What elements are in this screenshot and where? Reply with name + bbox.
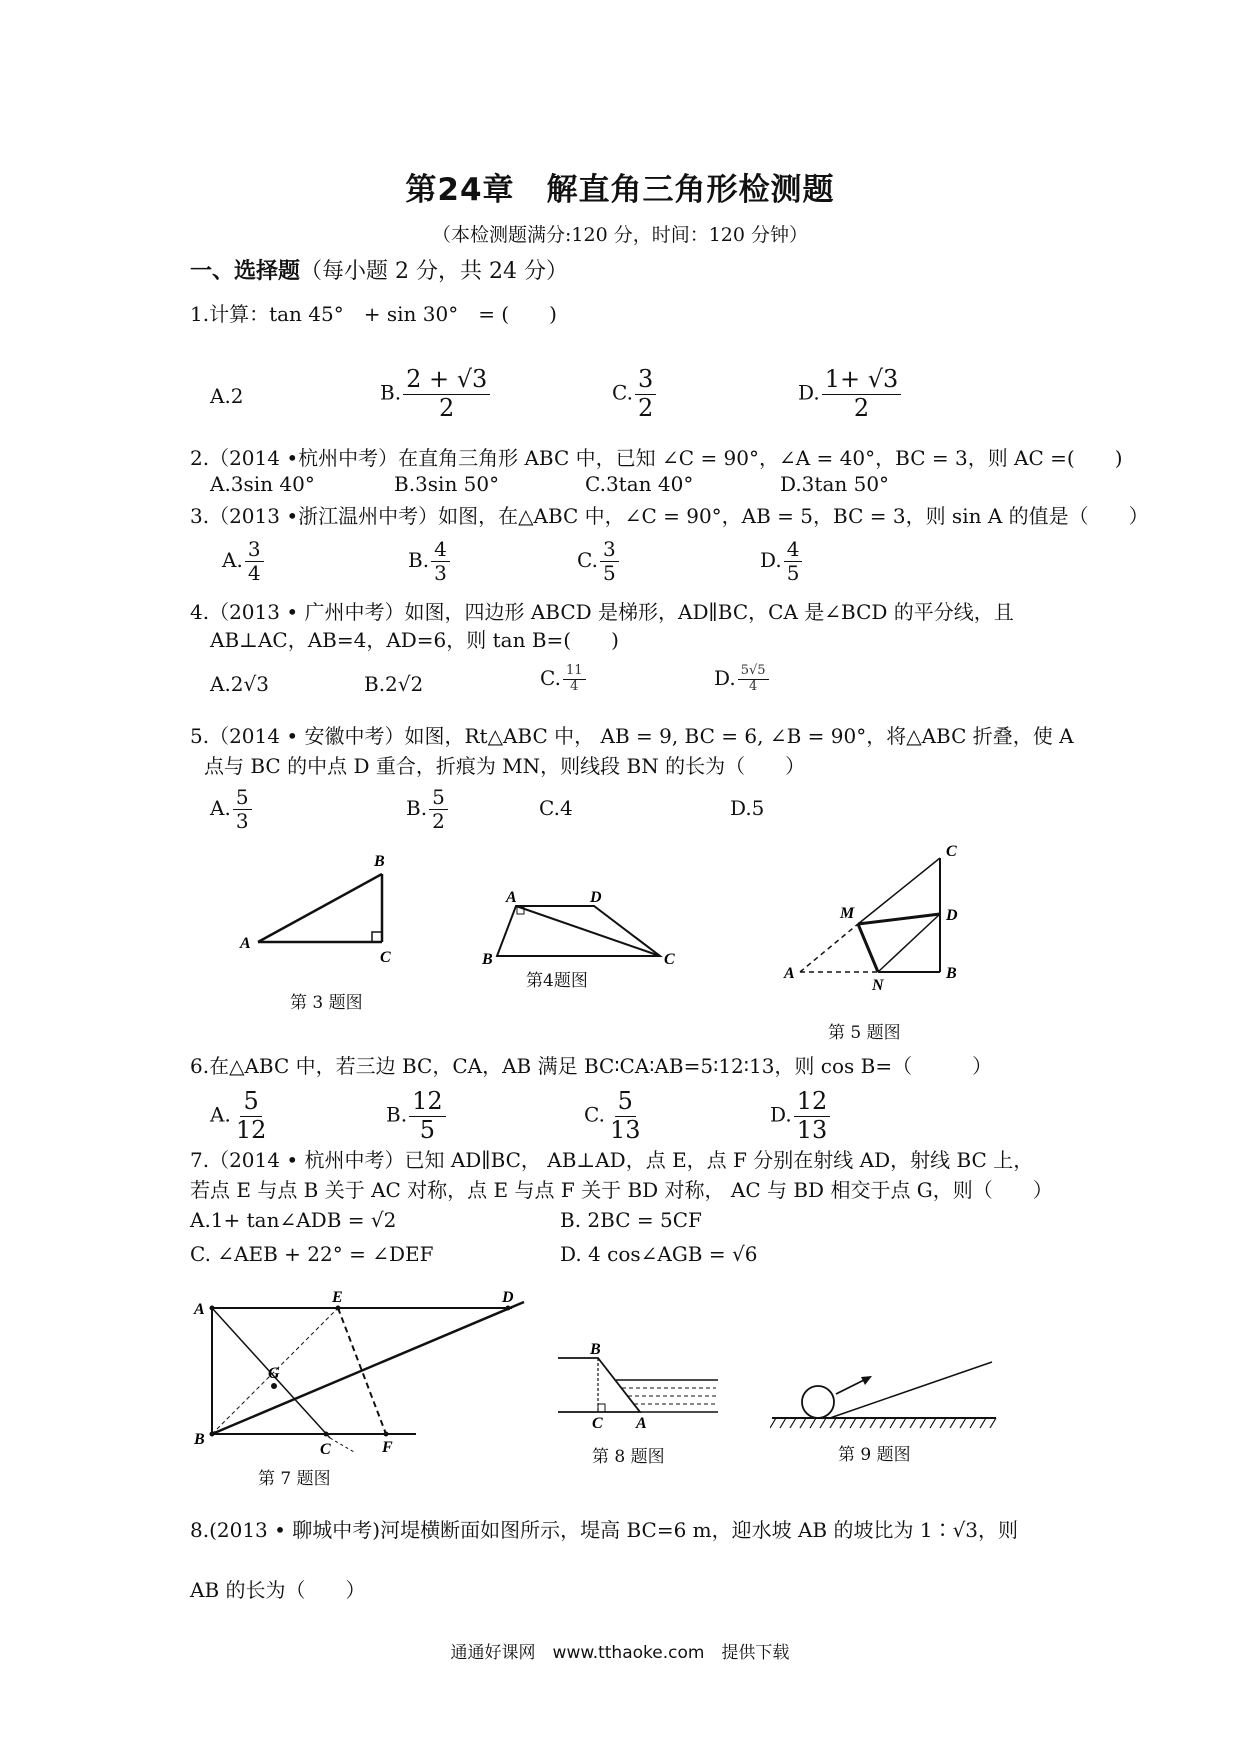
figure-q9 [770,1350,1000,1430]
question-3-stem: 3.（2013 •浙江温州中考）如图，在△ABC 中，∠C = 90°，AB = 5，BC = 3，则 sin A 的值是（ ） [190,504,1149,528]
caption-q7: 第 7 题图 [258,1469,331,1489]
question-4-stem-line1: 4.（2013 • 广州中考）如图，四边形 ABCD 是梯形，AD∥BC，CA 是∠BCD 的平分线，且 [190,600,1014,624]
label-B: B [194,1431,205,1448]
question-8-stem-line2: AB 的长为（ ） [190,1578,366,1602]
caption-q4: 第4题图 [526,971,588,991]
label-D: D [502,1289,514,1306]
q2-option-b: B.3sin 50° [394,472,500,496]
q3-option-a: A. $\frac{3}{4}$ [222,538,264,585]
label-C: C [664,951,675,968]
label-M: M [840,905,855,922]
q2-option-d: D.3tan 50° [780,472,890,496]
q2-option-a: A.3sin 40° [210,472,315,496]
page-title: 第24章 解直角三角形检测题 [405,172,835,208]
section-heading [190,254,568,285]
question-5-stem-line2: 点与 BC 的中点 D 重合，折痕为 MN，则线段 BN 的长为（ ） [204,754,806,778]
label-A: A [636,1415,647,1432]
figure-q5 [760,838,980,1000]
q6-option-d: D. $\frac{12}{13}$ [770,1088,830,1144]
q7-option-b: B. 2BC = 5CF [560,1208,702,1232]
label-A: A [784,965,795,982]
label-C: C [946,843,957,860]
q7-option-d: D. 4 cos∠AGB = √6 [560,1242,758,1266]
q1-option-c: C. $\frac{3}{2}$ [612,366,656,422]
page-footer: 通通好课网 www.tthaoke.com 提供下载 [450,1643,790,1663]
label-N: N [872,977,884,994]
label-C: C [380,949,391,966]
q6-option-b: B. $\frac{12}{5}$ [386,1088,446,1144]
label-F: F [382,1439,393,1456]
label-D: D [590,889,602,906]
q3-option-c: C. $\frac{3}{5}$ [577,538,619,585]
label-E: E [332,1289,343,1306]
label-B: B [590,1342,601,1358]
q7-option-c: C. ∠AEB + 22° = ∠DEF [190,1242,434,1266]
section-title: 一、选择题 [190,259,301,284]
question-7-stem-line2: 若点 E 与点 B 关于 AC 对称，点 E 与点 F 关于 BD 对称， AC 与 BD 相交于点 G，则（ ） [190,1178,1053,1202]
question-6-stem: 6.在△ABC 中，若三边 BC，CA，AB 满足 BC∶CA∶AB=5∶12∶13，则 cos B=（ ） [190,1054,993,1078]
q5-option-c: C.4 [539,796,573,820]
question-8-stem-line1: 8.(2013 • 聊城中考)河堤横断面如图所示，堤高 BC=6 m，迎水坡 AB 的坡比为 1∶√3，则 [190,1518,1019,1542]
caption-q9: 第 9 题图 [838,1445,911,1465]
q4-option-a: A.2√3 [210,672,269,696]
question-1-stem: 1.计算：tan 45° + sin 30° = ( ) [190,302,557,326]
q1-option-d: D. $\frac{1+ √3}{2}$ [798,366,901,422]
q3-option-b: B. $\frac{4}{3}$ [408,538,450,585]
label-G: G [268,1365,280,1382]
q6-option-c: C. $\frac{5}{13}$ [584,1087,641,1144]
q5-option-a: A. $\frac{5}{3}$ [210,786,252,833]
q4-option-c: C. $\frac{11}{4}$ [540,664,586,695]
label-C: C [592,1415,603,1432]
page-subtitle: （本检测题满分:120 分，时间：120 分钟） [431,224,808,246]
question-7-stem-line1: 7.（2014 • 杭州中考）已知 AD∥BC， AB⊥AD，点 E，点 F 分别在射线 AD，射线 BC 上， [190,1148,1034,1172]
label-D: D [946,907,958,924]
q2-option-c: C.3tan 40° [585,472,694,496]
figure-q8 [556,1342,726,1432]
label-B: B [374,853,385,870]
question-5-stem-line1: 5.（2014 • 安徽中考）如图，Rt△ABC 中， AB = 9, BC = 6, ∠B = 90°，将△ABC 折叠，使 A [190,724,1074,748]
label-A: A [506,889,517,906]
q1-option-b: B. $\frac{2 + √3}{2}$ [380,366,490,422]
figure-q3 [230,848,410,966]
q4-option-d: D. $\frac{5√5}{4}$ [714,664,769,695]
figure-q7 [190,1286,540,1456]
q5-option-d: D.5 [730,796,765,820]
label-C: C [320,1441,331,1456]
q4-option-b: B.2√2 [364,672,424,696]
q6-option-a: A. $\frac{5}{12}$ [210,1087,267,1144]
caption-q3: 第 3 题图 [290,993,363,1013]
label-A: A [240,935,251,952]
label-B: B [946,965,957,982]
section-note: （每小题 2 分，共 24 分） [300,259,568,284]
q5-option-b: B. $\frac{5}{2}$ [406,786,448,833]
question-2-stem: 2.（2014 •杭州中考）在直角三角形 ABC 中，已知 ∠C = 90°，∠A = 40°，BC = 3，则 AC =( ) [190,446,1123,470]
question-4-stem-line2: AB⊥AC，AB=4，AD=6，则 tan B=( ) [210,628,619,652]
figure-q4 [470,886,680,972]
label-A: A [194,1301,205,1318]
q3-option-d: D. $\frac{4}{5}$ [760,538,802,585]
caption-q5: 第 5 题图 [828,1023,901,1043]
q1-option-a: A.2 [210,384,244,408]
label-B: B [482,951,493,968]
q7-option-a: A.1+ tan∠ADB = √2 [190,1208,397,1232]
caption-q8: 第 8 题图 [592,1447,665,1467]
